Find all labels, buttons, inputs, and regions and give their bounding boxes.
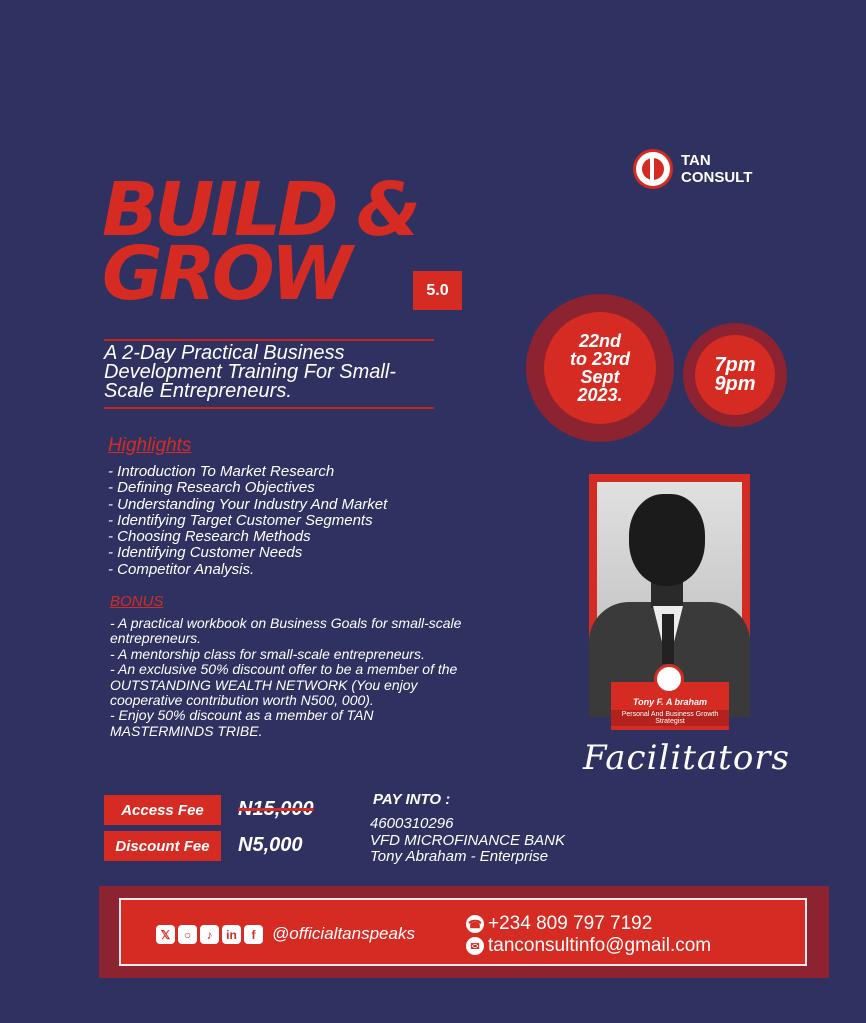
highlights-heading: Highlights	[108, 435, 192, 456]
brand-logo-text: TAN CONSULT	[681, 152, 753, 186]
photo-tie	[662, 614, 674, 664]
title-line-1: BUILD &	[102, 167, 417, 253]
highlights-list	[108, 464, 488, 578]
email-contact[interactable]	[466, 935, 711, 957]
list-item: - Choosing Research Methods	[108, 528, 311, 546]
subtitle-bottom-rule	[104, 407, 434, 409]
access-fee-value: N15,000	[238, 798, 314, 820]
facilitator-role: Personal And Business Growth Strategist	[611, 710, 729, 726]
facilitators-caption: Facilitators	[583, 738, 790, 778]
social-icons	[156, 925, 263, 944]
list-item: - Introduction To Market Research	[108, 463, 335, 480]
account-name: Tony Abraham - Enterprise	[370, 848, 549, 865]
person-icon	[654, 664, 684, 694]
list-item: - Enjoy 50% discount as a member of TAN MASTERMINDS TRIBE.	[110, 707, 374, 739]
account-number: 4600310296	[370, 815, 454, 832]
list-item: - Understanding Your Industry And Market	[108, 495, 388, 513]
time-text: 7pm 9pm	[695, 335, 775, 415]
phone-contact[interactable]	[466, 913, 652, 935]
list-item: - Identifying Customer Needs	[108, 544, 303, 562]
list-item: - A mentorship class for small-scale entrepreneurs.	[110, 645, 425, 662]
event-title	[102, 167, 417, 317]
event-subtitle: A 2-Day Practical Business Development Training For Small-Scale Entrepreneurs.	[104, 342, 396, 402]
payment-details	[370, 816, 565, 866]
email-address: tanconsultinfo@gmail.com	[488, 935, 712, 956]
bonus-heading: BONUS	[110, 593, 164, 610]
date-circle	[526, 294, 674, 442]
list-item: - Identifying Target Customer Segments	[108, 511, 373, 529]
title-line-2: GROW	[102, 231, 349, 317]
list-item: - Competitor Analysis.	[108, 560, 255, 578]
bonus-list	[110, 616, 470, 739]
email-icon: ✉	[466, 937, 484, 955]
subtitle-top-rule	[104, 339, 434, 341]
tiktok-icon[interactable]: ♪	[200, 925, 219, 944]
discount-fee-label: Discount Fee	[104, 831, 221, 861]
time-circle	[683, 323, 787, 427]
brand-logo	[633, 145, 768, 193]
facebook-icon[interactable]: f	[244, 925, 263, 944]
linkedin-icon[interactable]: in	[222, 925, 241, 944]
phone-number: +234 809 797 7192	[488, 913, 653, 934]
list-item: - Defining Research Objectives	[108, 479, 315, 497]
list-item: - An exclusive 50% discount offer to be a member of the OUTSTANDING WEALTH NETWORK (You enjoy cooperative contribution worth N500, 000).	[110, 661, 458, 709]
twitter-icon[interactable]: 𝕏	[156, 925, 175, 944]
discount-fee-value: N5,000	[238, 834, 303, 856]
phone-icon: ☎	[466, 915, 484, 933]
list-item: - A practical workbook on Business Goals for small-scale entrepreneurs.	[110, 615, 462, 647]
version-badge: 5.0	[413, 271, 462, 310]
bank-name: VFD MICROFINANCE BANK	[370, 831, 566, 849]
facilitator-name: Tony F. A braham	[632, 697, 707, 707]
social-handle[interactable]: @officialtanspeaks	[272, 924, 415, 943]
instagram-icon[interactable]: ○	[178, 925, 197, 944]
access-fee-label: Access Fee	[104, 795, 221, 825]
date-text: 22nd to 23rd Sept 2023.	[544, 312, 656, 424]
tan-consult-logo-icon	[633, 149, 673, 189]
photo-head	[629, 494, 705, 586]
pay-into-heading: PAY INTO :	[373, 791, 451, 808]
